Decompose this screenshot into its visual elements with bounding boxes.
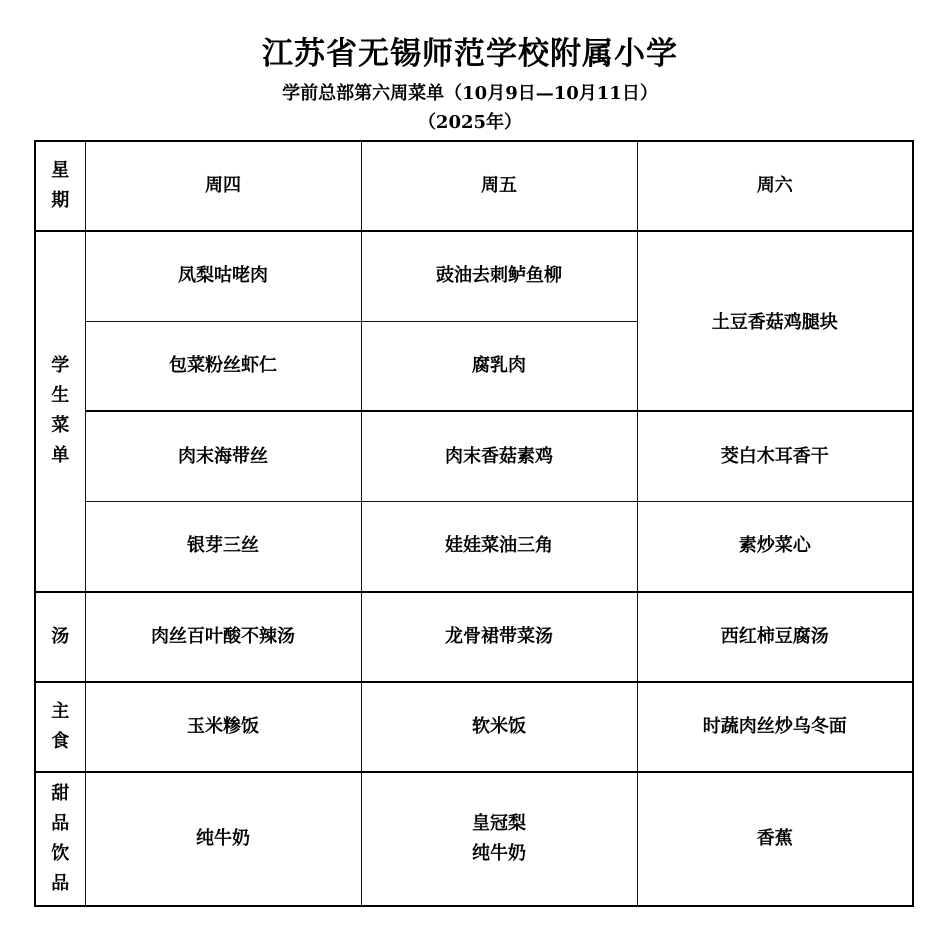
label-char: 饮 xyxy=(51,842,70,864)
dessert-row xyxy=(35,772,913,906)
menu-item: 纯牛奶 xyxy=(472,842,526,864)
label-char: 星 xyxy=(51,160,70,182)
day-header-thursday: 周四 xyxy=(85,141,361,231)
menu-item: 纯牛奶 xyxy=(196,827,250,849)
menu-cell: 玉米糁饭 xyxy=(85,682,361,772)
menu-cell xyxy=(85,772,361,906)
menu-cell: 肉末香菇素鸡 xyxy=(361,411,637,501)
label-char: 学 xyxy=(51,355,70,377)
label-char: 甜 xyxy=(51,782,70,804)
label-char: 汤 xyxy=(51,625,70,647)
staple-label xyxy=(35,682,85,772)
menu-cell: 凤梨咕咾肉 xyxy=(85,231,361,321)
table-row xyxy=(35,231,913,321)
menu-cell: 时蔬肉丝炒乌冬面 xyxy=(637,682,913,772)
menu-subtitle xyxy=(0,82,940,106)
menu-cell xyxy=(637,772,913,906)
soup-label xyxy=(35,592,85,682)
school-title: 江苏省无锡师范学校附属小学 xyxy=(262,36,678,72)
menu-cell: 肉丝百叶酸不辣汤 xyxy=(85,592,361,682)
subtitle-dates: 10月9日—10月11日 xyxy=(462,83,640,104)
table-row xyxy=(35,501,913,591)
weekday-label-cell xyxy=(35,141,85,231)
menu-cell: 龙骨裙带菜汤 xyxy=(361,592,637,682)
menu-cell: 娃娃菜油三角 xyxy=(361,501,637,591)
subtitle-suffix: ） xyxy=(639,83,658,104)
label-char: 品 xyxy=(51,812,70,834)
table-row xyxy=(35,411,913,501)
label-char: 期 xyxy=(51,190,70,212)
soup-row xyxy=(35,592,913,682)
menu-item: 皇冠梨 xyxy=(472,812,526,834)
day-header-friday: 周五 xyxy=(361,141,637,231)
menu-cell: 肉末海带丝 xyxy=(85,411,361,501)
menu-cell: 腐乳肉 xyxy=(361,321,637,411)
staple-row xyxy=(35,682,913,772)
label-char: 品 xyxy=(51,872,70,894)
menu-cell: 软米饭 xyxy=(361,682,637,772)
subtitle-prefix: 学前总部第六周菜单（ xyxy=(282,83,463,104)
menu-cell: 西红柿豆腐汤 xyxy=(637,592,913,682)
menu-cell: 银芽三丝 xyxy=(85,501,361,591)
menu-cell: 茭白木耳香干 xyxy=(637,411,913,501)
menu-cell: 素炒菜心 xyxy=(637,501,913,591)
label-char: 单 xyxy=(51,445,70,467)
dessert-label xyxy=(35,772,85,906)
menu-cell: 土豆香菇鸡腿块 xyxy=(637,231,913,411)
menu-cell: 包菜粉丝虾仁 xyxy=(85,321,361,411)
label-char: 主 xyxy=(51,700,70,722)
menu-cell: 豉油去刺鲈鱼柳 xyxy=(361,231,637,321)
label-char: 食 xyxy=(51,730,70,752)
label-char: 菜 xyxy=(51,415,70,437)
menu-item: 香蕉 xyxy=(756,827,793,849)
menu-cell xyxy=(361,772,637,906)
label-char: 生 xyxy=(51,385,70,407)
day-header-saturday: 周六 xyxy=(637,141,913,231)
menu-year: （2025年） xyxy=(417,112,523,133)
table-header-row xyxy=(35,141,913,231)
weekly-menu-table xyxy=(34,140,914,907)
student-menu-label xyxy=(35,231,85,591)
